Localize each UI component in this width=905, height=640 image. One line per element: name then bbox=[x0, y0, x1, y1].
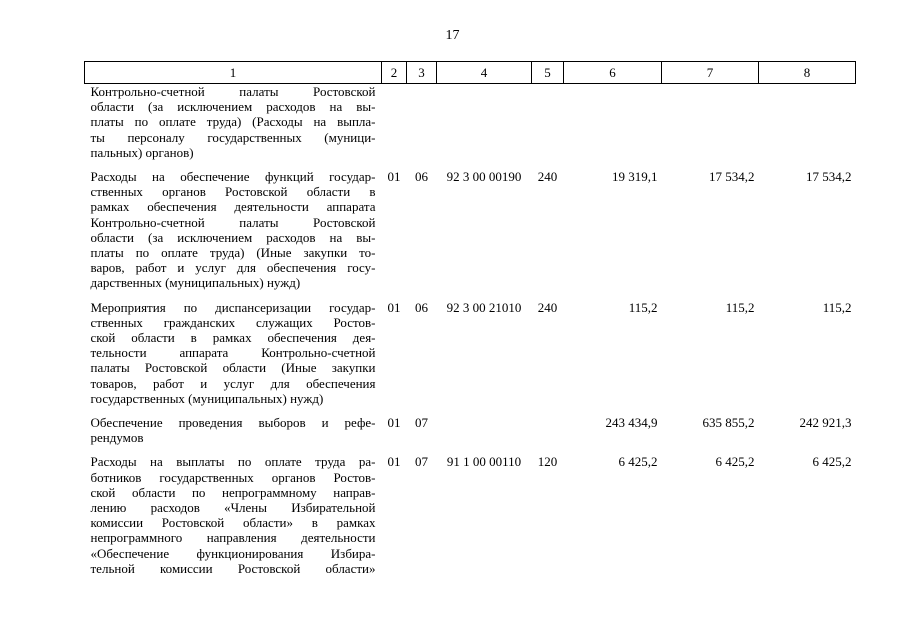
row-expense-type bbox=[532, 84, 564, 165]
row-value-col7: 635 855,2 bbox=[702, 415, 755, 431]
description-line: Контрольно-счетной палаты Ростовской bbox=[90, 214, 376, 230]
row-subsection bbox=[407, 84, 437, 165]
row-value-col7 bbox=[662, 84, 759, 165]
header-col-8: 8 bbox=[759, 62, 856, 84]
description-line: дарственных (муниципальных) нужд) bbox=[90, 275, 301, 291]
row-expense-type bbox=[532, 410, 564, 449]
row-subsection: 06 bbox=[415, 169, 428, 185]
header-col-4: 4 bbox=[437, 62, 532, 84]
row-value-col7: 115,2 bbox=[725, 299, 755, 315]
header-col-6: 6 bbox=[564, 62, 662, 84]
row-expense-type: 240 bbox=[537, 169, 558, 185]
description-line: области (за исключением расходов на вы- bbox=[90, 229, 376, 245]
budget-table bbox=[84, 61, 856, 580]
header-col-7: 7 bbox=[662, 62, 759, 84]
description-line: платы по оплате труда) (Иные закупки то- bbox=[90, 245, 376, 261]
description-line: области (за исключением расходов на вы- bbox=[90, 99, 376, 115]
description-line: ственных гражданских служащих Ростов- bbox=[90, 314, 376, 330]
description-line: непрограммного направления деятельности bbox=[90, 530, 376, 546]
description-line: пальных) органов) bbox=[90, 144, 194, 160]
description-line: варов, работ и услуг для обеспечения госу- bbox=[90, 260, 376, 276]
table-row bbox=[85, 410, 856, 449]
header-col-5: 5 bbox=[532, 62, 564, 84]
page-number: 17 bbox=[445, 28, 460, 43]
row-value-col8: 242 921,3 bbox=[799, 415, 852, 431]
row-section: 01 bbox=[387, 415, 401, 431]
description-line: рендумов bbox=[90, 430, 144, 446]
header-col-2: 2 bbox=[382, 62, 407, 84]
table-row bbox=[85, 449, 856, 580]
row-value-col8: 115,2 bbox=[822, 299, 852, 315]
row-value-col7: 17 534,2 bbox=[709, 169, 755, 185]
row-value-col8 bbox=[759, 84, 856, 165]
table-row bbox=[85, 295, 856, 410]
row-target-article bbox=[437, 84, 532, 165]
description-line: ской области по непрограммному направ- bbox=[90, 484, 376, 500]
row-value-col6: 115,2 bbox=[628, 299, 658, 315]
description-line: лению расходов «Члены Избирательной bbox=[90, 500, 376, 516]
row-value-col7: 6 425,2 bbox=[715, 454, 755, 470]
description-line: тельности аппарата Контрольно-счетной bbox=[90, 345, 376, 361]
row-value-col8: 6 425,2 bbox=[812, 454, 852, 470]
row-section: 01 bbox=[387, 299, 401, 315]
row-target-article bbox=[437, 410, 532, 449]
row-description bbox=[85, 449, 382, 580]
description-line: Мероприятия по диспансеризации государ- bbox=[90, 299, 376, 315]
row-expense-type: 120 bbox=[537, 454, 558, 470]
row-target-article: 91 1 00 00110 bbox=[446, 454, 522, 470]
description-line: комиссии Ростовской области» в рамках bbox=[90, 515, 376, 531]
row-description bbox=[85, 410, 382, 449]
description-line: «Обеспечение функционирования Избира- bbox=[90, 545, 376, 561]
description-line: ботников государственных органов Ростов- bbox=[90, 469, 376, 485]
row-value-col6: 6 425,2 bbox=[618, 454, 658, 470]
row-section: 01 bbox=[387, 454, 401, 470]
description-line: Расходы на обеспечение функций государ- bbox=[90, 169, 376, 185]
row-subsection: 07 bbox=[415, 454, 428, 470]
row-subsection: 06 bbox=[415, 299, 428, 315]
description-line: рамках обеспечения деятельности аппарата bbox=[90, 199, 376, 215]
row-expense-type: 240 bbox=[537, 299, 558, 315]
table-row bbox=[85, 164, 856, 295]
description-line: государственных (муниципальных) нужд) bbox=[90, 390, 324, 406]
description-line: Контрольно-счетной палаты Ростовской bbox=[90, 84, 376, 99]
description-line: тельной комиссии Ростовской области» bbox=[90, 560, 376, 576]
table-body bbox=[85, 84, 856, 581]
row-subsection: 07 bbox=[415, 415, 428, 431]
row-value-col6: 243 434,9 bbox=[605, 415, 658, 431]
row-value-col6: 19 319,1 bbox=[612, 169, 658, 185]
table-row bbox=[85, 84, 856, 165]
description-line: платы по оплате труда) (Расходы на выпла- bbox=[90, 114, 376, 130]
row-section bbox=[382, 84, 407, 165]
description-line: палаты Ростовской области (Иные закупки bbox=[90, 360, 376, 376]
header-col-1: 1 bbox=[85, 62, 382, 84]
row-description bbox=[85, 164, 382, 295]
description-line: Обеспечение проведения выборов и рефе- bbox=[90, 415, 376, 431]
row-target-article: 92 3 00 00190 bbox=[446, 169, 522, 185]
table-header-row bbox=[85, 62, 856, 84]
row-value-col8: 17 534,2 bbox=[806, 169, 852, 185]
row-description bbox=[85, 84, 382, 165]
row-section: 01 bbox=[387, 169, 401, 185]
row-target-article: 92 3 00 21010 bbox=[446, 299, 522, 315]
description-line: ственных органов Ростовской области в bbox=[90, 184, 376, 200]
row-value-col6 bbox=[564, 84, 662, 165]
description-line: ты персоналу государственных (муници- bbox=[90, 129, 376, 145]
description-line: Расходы на выплаты по оплате труда ра- bbox=[90, 454, 376, 470]
description-line: ской области в рамках обеспечения дея- bbox=[90, 330, 376, 346]
header-col-3: 3 bbox=[407, 62, 437, 84]
description-line: товаров, работ и услуг для обеспечения bbox=[90, 375, 376, 391]
row-description bbox=[85, 295, 382, 410]
